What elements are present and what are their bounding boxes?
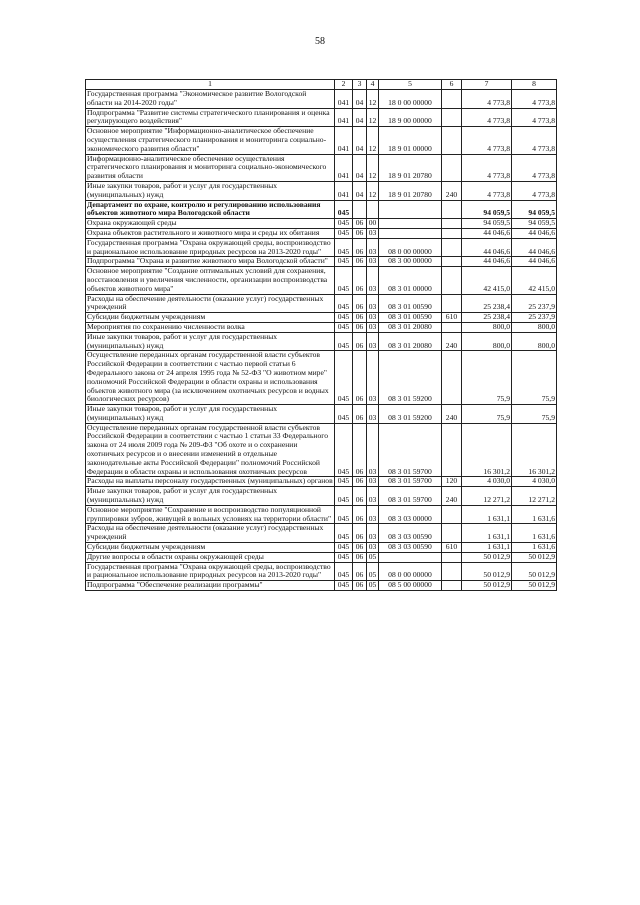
table-row	[86, 257, 557, 267]
amount-col7: 50 012,9	[462, 562, 512, 581]
subsection-code: 05	[367, 581, 379, 591]
row-name: Охрана объектов растительного и животного мира и среды их обитания	[86, 228, 335, 238]
amount-col8: 16 301,2	[512, 423, 557, 477]
expense-type-code: 240	[442, 487, 462, 506]
amount-col8: 75,9	[512, 405, 557, 424]
expense-type-code	[442, 524, 462, 543]
amount-col8: 94 059,5	[512, 200, 557, 219]
amount-col8: 1 631,6	[512, 505, 557, 524]
target-item-code: 18 0 00 00000	[379, 90, 442, 109]
amount-col7: 94 059,5	[462, 200, 512, 219]
subsection-code: 03	[367, 405, 379, 424]
expense-type-code	[442, 90, 462, 109]
target-item-code	[379, 228, 442, 238]
section-code: 06	[353, 423, 367, 477]
target-item-code: 08 3 03 00590	[379, 543, 442, 553]
amount-col8: 94 059,5	[512, 219, 557, 229]
table-body	[86, 80, 557, 591]
amount-col8: 25 237,9	[512, 294, 557, 313]
amount-col7: 1 631,1	[462, 543, 512, 553]
ved-code: 045	[335, 332, 353, 351]
table-row	[86, 127, 557, 154]
table-row	[86, 543, 557, 553]
amount-col7: 4 773,8	[462, 127, 512, 154]
amount-col8: 50 012,9	[512, 562, 557, 581]
section-code: 06	[353, 487, 367, 506]
expense-type-code	[442, 351, 462, 405]
row-name: Иные закупки товаров, работ и услуг для государственных (муниципальных) нужд	[86, 332, 335, 351]
amount-col7: 25 238,4	[462, 313, 512, 323]
row-name: Осуществление переданных органам государственной власти субъектов Российской Федерации в соответствии с частью 1 статьи 33 Федерального закона от 24 июля 2009 года № 209-ФЗ "Об охоте и о сохранении охотничьих ресурсов и о внесении изменений в отдельные законодательные акты Российской Федерации" полномочий Российской Федерации в области охраны и использования охотничьих ресурсов	[86, 423, 335, 477]
subsection-code: 03	[367, 228, 379, 238]
row-name: Подпрограмма "Охрана и развитие животного мира Вологодской области"	[86, 257, 335, 267]
col-header: 8	[512, 80, 557, 90]
target-item-code: 18 9 01 00000	[379, 127, 442, 154]
ved-code: 045	[335, 322, 353, 332]
table-row	[86, 423, 557, 477]
expense-type-code	[442, 127, 462, 154]
subsection-code: 03	[367, 294, 379, 313]
column-number-row	[86, 80, 557, 90]
amount-col7: 50 012,9	[462, 581, 512, 591]
amount-col8: 44 046,6	[512, 257, 557, 267]
ved-code: 045	[335, 581, 353, 591]
table-row	[86, 487, 557, 506]
subsection-code: 12	[367, 90, 379, 109]
section-code: 06	[353, 294, 367, 313]
expense-type-code	[442, 219, 462, 229]
row-name: Информационно-аналитическое обеспечение осуществления стратегического планирования и мониторинга социально-экономического развития области	[86, 154, 335, 181]
amount-col7: 1 631,1	[462, 524, 512, 543]
ved-code: 045	[335, 351, 353, 405]
section-code: 06	[353, 332, 367, 351]
table-row	[86, 294, 557, 313]
target-item-code: 18 9 01 20780	[379, 154, 442, 181]
row-name: Иные закупки товаров, работ и услуг для государственных (муниципальных) нужд	[86, 487, 335, 506]
amount-col7: 44 046,6	[462, 228, 512, 238]
ved-code: 045	[335, 405, 353, 424]
amount-col8: 75,9	[512, 351, 557, 405]
expense-type-code	[442, 294, 462, 313]
amount-col7: 4 030,0	[462, 477, 512, 487]
col-header: 7	[462, 80, 512, 90]
target-item-code: 08 5 00 00000	[379, 581, 442, 591]
row-name: Охрана окружающей среды	[86, 219, 335, 229]
section-code: 04	[353, 90, 367, 109]
ved-code: 045	[335, 267, 353, 294]
target-item-code: 08 3 01 00000	[379, 267, 442, 294]
table-row	[86, 108, 557, 127]
amount-col8: 4 773,8	[512, 108, 557, 127]
row-name: Подпрограмма "Обеспечение реализации программы"	[86, 581, 335, 591]
target-item-code	[379, 219, 442, 229]
amount-col7: 75,9	[462, 405, 512, 424]
expense-type-code	[442, 257, 462, 267]
table-row	[86, 405, 557, 424]
ved-code: 045	[335, 505, 353, 524]
section-code: 06	[353, 543, 367, 553]
section-code: 06	[353, 581, 367, 591]
amount-col8: 50 012,9	[512, 552, 557, 562]
target-item-code: 08 3 01 59700	[379, 477, 442, 487]
amount-col7: 4 773,8	[462, 154, 512, 181]
ved-code: 045	[335, 552, 353, 562]
table-row	[86, 581, 557, 591]
row-name: Основное мероприятие "Сохранение и воспроизводство популяционной группировки зубров, живущей в вольных условиях на территории области"	[86, 505, 335, 524]
subsection-code: 12	[367, 108, 379, 127]
amount-col7: 800,0	[462, 322, 512, 332]
ved-code: 045	[335, 543, 353, 553]
row-name: Субсидии бюджетным учреждениям	[86, 313, 335, 323]
amount-col7: 800,0	[462, 332, 512, 351]
col-header: 5	[379, 80, 442, 90]
subsection-code: 03	[367, 543, 379, 553]
amount-col7: 4 773,8	[462, 181, 512, 200]
section-code: 06	[353, 267, 367, 294]
ved-code: 045	[335, 477, 353, 487]
col-header: 3	[353, 80, 367, 90]
amount-col7: 4 773,8	[462, 108, 512, 127]
target-item-code: 08 3 01 20080	[379, 332, 442, 351]
section-code: 06	[353, 552, 367, 562]
target-item-code	[379, 552, 442, 562]
col-header: 1	[86, 80, 335, 90]
ved-code: 045	[335, 294, 353, 313]
amount-col8: 44 046,6	[512, 228, 557, 238]
row-name: Государственная программа "Охрана окружающей среды, воспроизводство и рациональное использование природных ресурсов на 2013-2020 годы"	[86, 562, 335, 581]
target-item-code: 08 3 03 00590	[379, 524, 442, 543]
ved-code: 045	[335, 423, 353, 477]
table-row	[86, 332, 557, 351]
target-item-code: 08 3 00 00000	[379, 257, 442, 267]
row-name: Основное мероприятие "Информационно-аналитическое обеспечение осуществления стратегического планирования и мониторинга социально-экономического развития области"	[86, 127, 335, 154]
table-row	[86, 562, 557, 581]
expense-type-code	[442, 505, 462, 524]
col-header: 2	[335, 80, 353, 90]
amount-col7: 50 012,9	[462, 552, 512, 562]
expense-type-code	[442, 552, 462, 562]
expense-type-code: 610	[442, 543, 462, 553]
section-code: 04	[353, 154, 367, 181]
amount-col7: 16 301,2	[462, 423, 512, 477]
amount-col8: 25 237,9	[512, 313, 557, 323]
expense-type-code	[442, 200, 462, 219]
subsection-code: 03	[367, 313, 379, 323]
row-name: Подпрограмма "Развитие системы стратегического планирования и оценка регулирующего воздействия"	[86, 108, 335, 127]
section-code: 06	[353, 257, 367, 267]
ved-code: 045	[335, 238, 353, 257]
expense-type-code	[442, 267, 462, 294]
section-code: 04	[353, 108, 367, 127]
amount-col8: 4 773,8	[512, 181, 557, 200]
target-item-code: 08 3 03 00000	[379, 505, 442, 524]
subsection-code: 12	[367, 181, 379, 200]
expense-type-code	[442, 228, 462, 238]
amount-col8: 800,0	[512, 332, 557, 351]
row-name: Государственная программа "Экономическое развитие Вологодской области на 2014-2020 годы"	[86, 90, 335, 109]
amount-col8: 4 773,8	[512, 90, 557, 109]
table-row	[86, 238, 557, 257]
amount-col7: 44 046,6	[462, 257, 512, 267]
section-code: 06	[353, 322, 367, 332]
ved-code: 041	[335, 154, 353, 181]
target-item-code: 08 3 01 59700	[379, 423, 442, 477]
amount-col7: 1 631,1	[462, 505, 512, 524]
row-name: Расходы на обеспечение деятельности (оказание услуг) государственных учреждений	[86, 524, 335, 543]
section-code: 06	[353, 405, 367, 424]
target-item-code: 08 3 01 00590	[379, 313, 442, 323]
amount-col8: 4 773,8	[512, 127, 557, 154]
amount-col8: 4 030,0	[512, 477, 557, 487]
subsection-code: 03	[367, 257, 379, 267]
subsection-code: 03	[367, 332, 379, 351]
expense-type-code: 240	[442, 405, 462, 424]
subsection-code: 03	[367, 487, 379, 506]
target-item-code: 18 9 01 20780	[379, 181, 442, 200]
table-row	[86, 477, 557, 487]
expense-type-code	[442, 154, 462, 181]
target-item-code: 08 3 01 59200	[379, 351, 442, 405]
ved-code: 045	[335, 313, 353, 323]
table-row	[86, 228, 557, 238]
row-name: Департамент по охране, контролю и регулированию использования объектов животного мира Вологодской области	[86, 200, 335, 219]
section-code: 06	[353, 562, 367, 581]
section-code: 06	[353, 505, 367, 524]
amount-col8: 50 012,9	[512, 581, 557, 591]
target-item-code: 08 3 01 59200	[379, 405, 442, 424]
amount-col7: 25 238,4	[462, 294, 512, 313]
expense-type-code: 240	[442, 181, 462, 200]
ved-code: 045	[335, 228, 353, 238]
subsection-code	[367, 200, 379, 219]
subsection-code: 03	[367, 477, 379, 487]
expense-type-code	[442, 423, 462, 477]
subsection-code: 03	[367, 423, 379, 477]
row-name: Расходы на обеспечение деятельности (оказание услуг) государственных учреждений	[86, 294, 335, 313]
amount-col7: 42 415,0	[462, 267, 512, 294]
row-name: Осуществление переданных органам государственной власти субъектов Российской Федерации в соответствии с частью первой статьи 6 Федерального закона от 24 апреля 1995 года № 52-ФЗ "О животном мире" полномочий Российской Федерации в области охраны и использования объектов животного мира (за исключением охотничьих ресурсов и водных биологических ресурсов)	[86, 351, 335, 405]
col-header: 6	[442, 80, 462, 90]
target-item-code: 08 0 00 00000	[379, 238, 442, 257]
table-row	[86, 322, 557, 332]
expense-type-code: 610	[442, 313, 462, 323]
table-row	[86, 90, 557, 109]
subsection-code: 12	[367, 127, 379, 154]
section-code: 06	[353, 219, 367, 229]
amount-col8: 4 773,8	[512, 154, 557, 181]
col-header: 4	[367, 80, 379, 90]
section-code: 06	[353, 524, 367, 543]
amount-col8: 44 046,6	[512, 238, 557, 257]
amount-col7: 4 773,8	[462, 90, 512, 109]
expense-type-code	[442, 562, 462, 581]
expense-type-code	[442, 108, 462, 127]
subsection-code: 05	[367, 552, 379, 562]
table-row	[86, 552, 557, 562]
section-code: 04	[353, 127, 367, 154]
table-row	[86, 313, 557, 323]
table-row	[86, 524, 557, 543]
target-item-code: 08 0 00 00000	[379, 562, 442, 581]
expense-type-code	[442, 581, 462, 591]
row-name: Субсидии бюджетным учреждениям	[86, 543, 335, 553]
target-item-code: 18 9 00 00000	[379, 108, 442, 127]
amount-col7: 94 059,5	[462, 219, 512, 229]
row-name: Государственная программа "Охрана окружающей среды, воспроизводство и рациональное использование природных ресурсов на 2013-2020 годы"	[86, 238, 335, 257]
section-code: 06	[353, 477, 367, 487]
subsection-code: 03	[367, 238, 379, 257]
ved-code: 041	[335, 108, 353, 127]
amount-col8: 1 631,6	[512, 524, 557, 543]
subsection-code: 03	[367, 505, 379, 524]
section-code	[353, 200, 367, 219]
amount-col8: 42 415,0	[512, 267, 557, 294]
section-code: 06	[353, 238, 367, 257]
budget-table	[85, 79, 557, 591]
row-name: Другие вопросы в области охраны окружающей среды	[86, 552, 335, 562]
amount-col7: 44 046,6	[462, 238, 512, 257]
table-row	[86, 219, 557, 229]
expense-type-code: 120	[442, 477, 462, 487]
amount-col7: 75,9	[462, 351, 512, 405]
row-name: Иные закупки товаров, работ и услуг для государственных (муниципальных) нужд	[86, 181, 335, 200]
subsection-code: 05	[367, 562, 379, 581]
expense-type-code	[442, 238, 462, 257]
row-name: Мероприятия по сохранению численности волка	[86, 322, 335, 332]
section-code: 06	[353, 228, 367, 238]
ved-code: 045	[335, 200, 353, 219]
table-row	[86, 181, 557, 200]
target-item-code	[379, 200, 442, 219]
subsection-code: 12	[367, 154, 379, 181]
ved-code: 045	[335, 257, 353, 267]
amount-col7: 12 271,2	[462, 487, 512, 506]
ved-code: 041	[335, 90, 353, 109]
row-name: Расходы на выплаты персоналу государственных (муниципальных) органов	[87, 476, 333, 486]
amount-col8: 1 631,6	[512, 543, 557, 553]
subsection-code: 00	[367, 219, 379, 229]
amount-col8: 800,0	[512, 322, 557, 332]
table-row	[86, 200, 557, 219]
subsection-code: 03	[367, 322, 379, 332]
target-item-code: 08 3 01 59700	[379, 487, 442, 506]
target-item-code: 08 3 01 20080	[379, 322, 442, 332]
subsection-code: 03	[367, 351, 379, 405]
subsection-code: 03	[367, 267, 379, 294]
table-row	[86, 351, 557, 405]
ved-code: 045	[335, 562, 353, 581]
expense-type-code: 240	[442, 332, 462, 351]
table-row	[86, 267, 557, 294]
ved-code: 045	[335, 219, 353, 229]
subsection-code: 03	[367, 524, 379, 543]
ved-code: 041	[335, 181, 353, 200]
table-row	[86, 505, 557, 524]
section-code: 06	[353, 313, 367, 323]
target-item-code: 08 3 01 00590	[379, 294, 442, 313]
section-code: 04	[353, 181, 367, 200]
ved-code: 041	[335, 127, 353, 154]
row-name: Основное мероприятие "Создание оптимальных условий для сохранения, восстановления и увеличения численности, организации воспроизводства объектов животного мира"	[86, 267, 335, 294]
amount-col8: 12 271,2	[512, 487, 557, 506]
ved-code: 045	[335, 487, 353, 506]
expense-type-code	[442, 322, 462, 332]
page-number: 58	[315, 36, 325, 47]
table-row	[86, 154, 557, 181]
ved-code: 045	[335, 524, 353, 543]
row-name: Иные закупки товаров, работ и услуг для государственных (муниципальных) нужд	[86, 405, 335, 424]
section-code: 06	[353, 351, 367, 405]
